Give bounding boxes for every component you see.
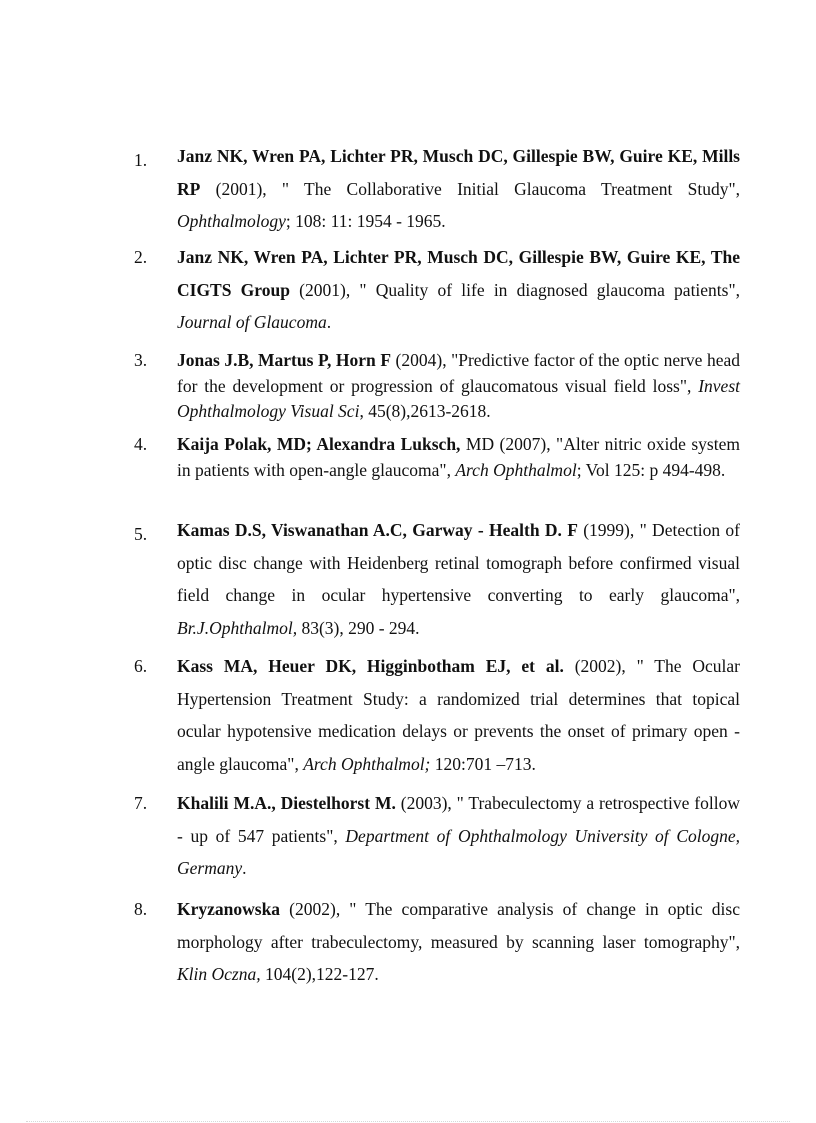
reference-number: 5. [134,524,148,544]
reference-text [177,348,740,425]
reference-authors: Janz NK, Wren PA, Lichter PR, Musch DC, Gillespie BW, Guire KE, The CIGTS Group [177,247,740,300]
reference-citation: 83(3), 290 - 294. [297,617,420,638]
reference-number: 8. [134,899,148,919]
reference-item [134,348,740,425]
reference-details: (2001), " The Collaborative Initial Glaucoma Treatment Study", [200,178,740,199]
reference-details: (2002), " The comparative analysis of change in optic disc morphology after trabeculectomy, measured by scanning laser tomography", [177,899,740,952]
reference-item [134,650,740,780]
reference-authors: Jonas J.B, Martus P, Horn F [177,350,392,370]
reference-journal: Ophthalmology [177,211,286,231]
reference-details: MD (2007), "Alter nitric oxide system in patients with open-angle glaucoma", [177,434,740,480]
reference-item [134,432,740,483]
reference-text [177,140,740,238]
reference-journal: Arch Ophthalmol; [303,753,431,774]
reference-journal: Klin Oczna, [177,964,261,984]
reference-journal: Br.J.Ophthalmol, [177,617,298,638]
reference-text [177,893,740,991]
reference-citation: ; 108: 11: 1954 - 1965. [285,211,446,231]
reference-citation: , 45(8),2613-2618. [359,401,491,421]
reference-text [177,787,740,885]
reference-citation: . [326,312,332,332]
reference-text [177,650,740,780]
page-bottom-rule [26,1121,790,1122]
reference-details: (1999), " Detection of optic disc change with Heidenberg retinal tomograph before confirmed visual field change in ocular hypertensive converting to early glaucoma", [177,520,740,605]
reference-number: 4. [134,434,148,454]
reference-item [134,787,740,885]
reference-item [134,893,740,991]
reference-text [177,514,740,644]
reference-journal: Invest Ophthalmology Visual Sci [177,375,740,421]
reference-item [134,140,740,238]
reference-journal: Department of Ophthalmology University of Cologne, Germany [177,825,740,878]
reference-authors: Janz NK, Wren PA, Lichter PR, Musch DC, Gillespie BW, Guire KE, Mills RP [177,146,740,199]
reference-authors: Kamas D.S, Viswanathan A.C, Garway - Health D. F [177,520,578,540]
reference-citation: ; Vol 125: p 494-498. [576,459,726,480]
reference-authors: Khalili M.A., Diestelhorst M. [177,793,396,813]
reference-journal: Journal of Glaucoma [177,312,327,332]
reference-details: (2003), " Trabeculectomy a retrospective follow - up of 547 patients", [177,793,741,846]
reference-details: (2001), " Quality of life in diagnosed glaucoma patients", [289,279,741,300]
reference-authors: Kryzanowska [177,899,281,919]
reference-number: 1. [134,150,148,170]
reference-citation: 120:701 –713. [430,753,536,774]
reference-number: 6. [134,656,148,676]
reference-authors: Kass MA, Heuer DK, Higginbotham EJ, et al. [177,656,564,676]
reference-number: 2. [134,247,148,267]
reference-citation: . [242,858,247,878]
reference-citation: 104(2),122-127. [260,964,379,984]
reference-item [134,514,740,644]
reference-details: (2002), " The Ocular Hypertension Treatment Study: a randomized trial determines that topical ocular hypotensive medication delays or prevents the onset of primary open - angle glaucoma", [177,656,740,774]
reference-text [177,432,740,483]
reference-authors: Kaija Polak, MD; Alexandra Luksch, [177,434,461,454]
reference-number: 7. [134,793,148,813]
reference-number: 3. [134,350,148,370]
reference-item [134,241,740,339]
reference-text [177,241,740,339]
reference-details: (2004), "Predictive factor of the optic nerve head for the development or progression of glaucomatous visual field loss", [177,350,740,396]
reference-journal: Arch Ophthalmol [455,459,577,480]
